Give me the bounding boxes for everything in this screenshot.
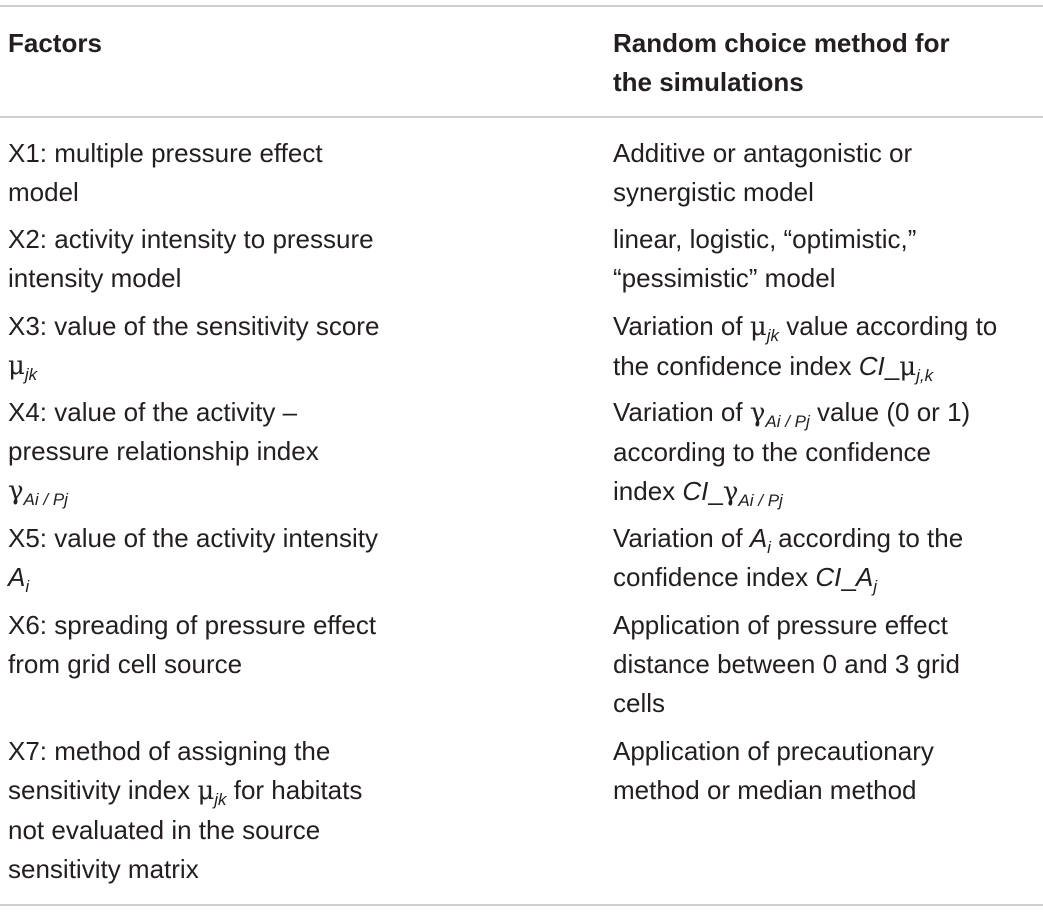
table-header-rule bbox=[0, 116, 1043, 118]
row-x6-method: Application of pressure effect distance between 0 and 3 grid cells bbox=[613, 610, 960, 718]
header-method: Random choice method for the simulations bbox=[613, 28, 950, 97]
row-x1-factor: X1: multiple pressure effect model bbox=[8, 138, 323, 207]
table-top-rule bbox=[0, 5, 1043, 7]
table-bottom-rule bbox=[0, 904, 1043, 906]
row-x4-factor: X4: value of the activity – pressure relationship index $\gamma_{Ai / Pj}$ bbox=[8, 397, 319, 509]
row-x3-method: Variation of $\mu_{jk}$ value according to the confidence index $CI\_\mu_{j,k}$ bbox=[613, 311, 998, 385]
row-x5-factor: X5: value of the activity intensity $A_i$ bbox=[8, 523, 378, 596]
row-x4-method: Variation of $\gamma_{Ai / Pj}$ value (0 or 1) according to the confidence index $CI\_\gamma_{Ai / Pj}$ bbox=[613, 397, 971, 510]
header-factors: Factors bbox=[8, 28, 102, 58]
row-x7-factor: X7: method of assigning the sensitivity index $\mu_{jk}$ for habitats not evaluated in the source sensitivity matrix bbox=[8, 736, 363, 884]
row-x2-method: linear, logistic, “optimistic,” “pessimistic” model bbox=[613, 224, 917, 293]
row-x2-factor: X2: activity intensity to pressure intensity model bbox=[8, 224, 374, 293]
row-x6-factor: X6: spreading of pressure effect from grid cell source bbox=[8, 610, 377, 679]
row-x3-factor: X3: value of the sensitivity score $\mu_{jk}$ bbox=[8, 311, 380, 384]
row-x5-method: Variation of $A_i$ according to the confidence index $CI\_A_j$ bbox=[613, 523, 964, 596]
row-x1-method: Additive or antagonistic or synergistic model bbox=[613, 138, 913, 207]
row-x7-method: Application of precautionary method or median method bbox=[613, 736, 934, 805]
